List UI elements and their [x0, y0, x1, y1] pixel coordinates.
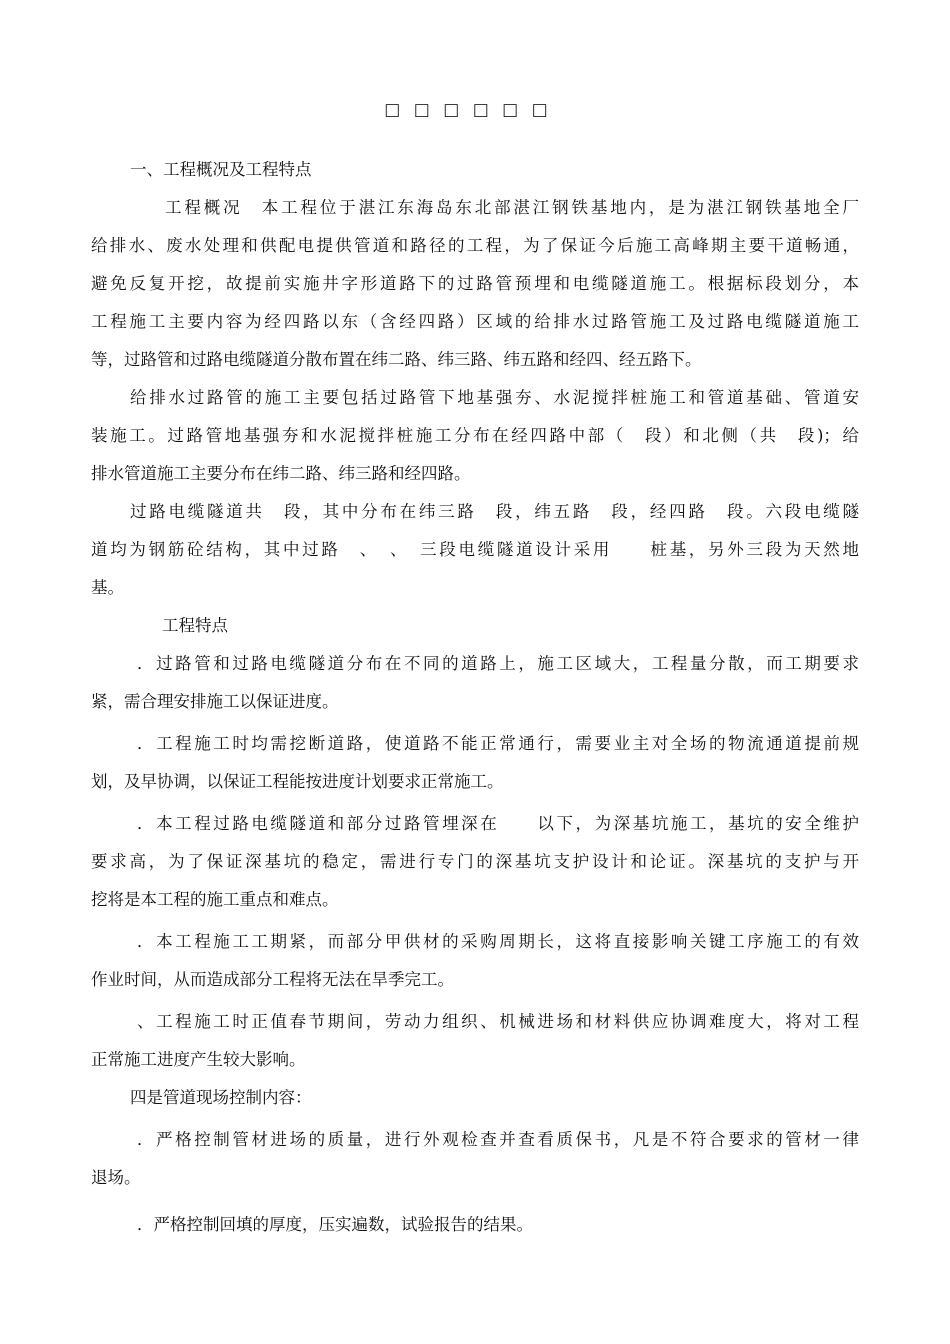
paragraph-line: 工程施工主要内容为经四路以东（含经四路）区域的给排水过路管施工及过路电缆隧道施工	[91, 312, 859, 331]
list-item-line: ．过路管和过路电缆隧道分布在不同的道路上，施工区域大，工程量分散，而工期要求	[137, 654, 859, 673]
list-item-line: ．本工程过路电缆隧道和部分过路管埋深在 以下，为深基坑施工，基坑的安全维护	[137, 814, 859, 833]
paragraph-line: 工程概况 本工程位于湛江东海岛东北部湛江钢铁基地内，是为湛江钢铁基地全厂	[165, 198, 859, 217]
list-item-line: ．工程施工时均需挖断道路，使道路不能正常通行，需要业主对全场的物流通道提前规	[137, 734, 859, 753]
list-item-line: 正常施工进度产生较大影响。	[91, 1050, 306, 1069]
paragraph-line: 等，过路管和过路电缆隧道分散布置在纬二路、纬三路、纬五路和经四、经五路下。	[91, 350, 702, 369]
paragraph-line: 给排水、废水处理和供配电提供管道和路径的工程，为了保证今后施工高峰期主要干道畅通，	[91, 236, 859, 255]
list-item-line: 退场。	[91, 1168, 141, 1187]
list-item-line: 挖将是本工程的施工重点和难点。	[91, 890, 339, 909]
section-heading: 一、工程概况及工程特点	[130, 160, 312, 179]
list-item-line: 要求高，为了保证深基坑的稳定，需进行专门的深基坑支护设计和论证。深基坑的支护与开	[91, 852, 859, 871]
section-heading: 四是管道现场控制内容：	[130, 1088, 312, 1107]
list-item-line: ．严格控制管材进场的质量，进行外观检查并查看质保书，凡是不符合要求的管材一律	[137, 1130, 859, 1149]
list-item-line: 作业时间，从而造成部分工程将无法在旱季完工。	[91, 970, 454, 989]
paragraph-line: 给排水过路管的施工主要包括过路管下地基强夯、水泥搅拌桩施工和管道基础、管道安	[130, 388, 859, 407]
paragraph-line: 排水管道施工主要分布在纬二路、纬三路和经四路。	[91, 464, 471, 483]
paragraph-line: 过路电缆隧道共 段，其中分布在纬三路 段，纬五路 段，经四路 段。六段电缆隧	[130, 502, 859, 521]
list-item-line: 、工程施工时正值春节期间，劳动力组织、机械进场和材料供应协调难度大，将对工程	[137, 1012, 859, 1031]
paragraph-line: 避免反复开挖，故提前实施井字形道路下的过路管预埋和电缆隧道施工。根据标段划分，本	[91, 274, 859, 293]
list-item-line: ．严格控制回填的厚度，压实遍数，试验报告的结果。	[137, 1215, 533, 1234]
list-item-line: 划，及早协调，以保证工程能按进度计划要求正常施工。	[91, 772, 504, 791]
paragraph-line: 基。	[91, 578, 124, 597]
list-item-line: 紧，需合理安排施工以保证进度。	[91, 692, 339, 711]
subsection-heading: 工程特点	[162, 616, 228, 635]
paragraph-line: 道均为钢筋砼结构，其中过路 、 、 三段电缆隧道设计采用 桩基，另外三段为天然地	[91, 540, 859, 559]
paragraph-line: 装施工。过路管地基强夯和水泥搅拌桩施工分布在经四路中部（ 段）和北侧（共 段)；给	[91, 426, 859, 445]
document-title: □ □ □ □ □ □	[384, 100, 552, 120]
list-item-line: ．本工程施工工期紧，而部分甲供材的采购周期长，这将直接影响关键工序施工的有效	[137, 932, 859, 951]
